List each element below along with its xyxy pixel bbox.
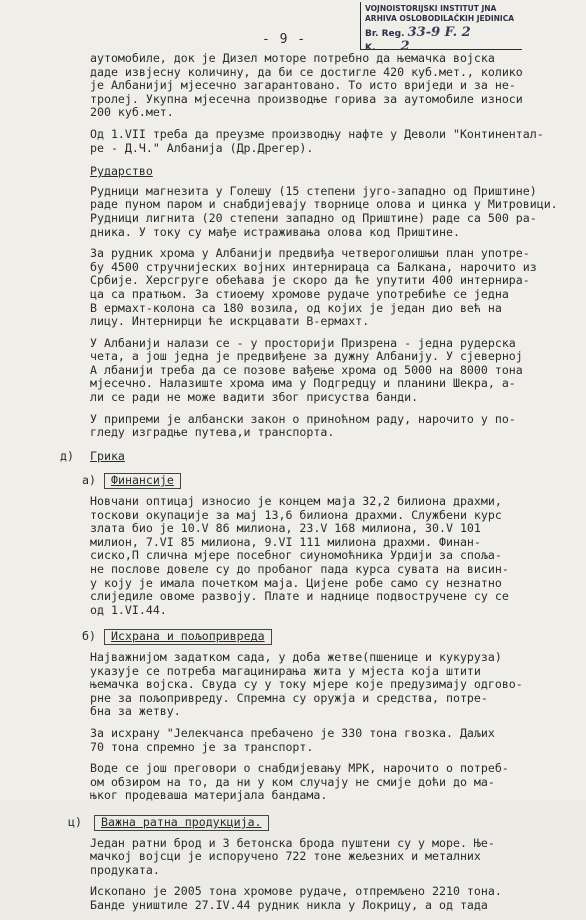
paragraph-albania	[90, 337, 554, 405]
stamp-line-1: VOJNOISTORIJSKI INSTITUT JNA	[365, 4, 497, 13]
text-line: Новчани оптицај износио је концем маја 32,2 билиона драхми,	[90, 494, 502, 509]
page-number: - 9 -	[262, 32, 307, 47]
paragraph-oil	[90, 128, 554, 155]
text-line: злата био је 10.V 86 милиона, 23.V 168 милиона, 30.V 101	[90, 521, 481, 536]
stamp-reg	[365, 25, 518, 40]
paragraph-harvest	[90, 651, 554, 719]
subsection-finance	[82, 469, 554, 495]
text-line: лицу. Интернирци ће искрцавати В-ермахт.	[90, 314, 370, 329]
subsection-marker-a: а)	[82, 473, 96, 488]
text-line: мачкој војсци је испоручено 722 тоне жељезних и металних	[90, 849, 481, 864]
paragraph-negotiations	[90, 762, 554, 803]
text-line: чета, а још једна је предвиђене за дужну Албанију. У сјеверној	[90, 349, 523, 364]
text-line: је Албанијиј мјесечно загарантовано. То исто вриједи и за не-	[90, 78, 516, 93]
subsection-marker-b: б)	[82, 629, 96, 644]
text-line: 70 тона спремно је за транспорт.	[90, 739, 314, 754]
paragraph-law	[90, 413, 554, 440]
subsection-heading-finance: Финансије	[104, 473, 181, 489]
text-line: гледу изградње путева,и транспорта.	[90, 425, 335, 440]
document-body	[60, 51, 558, 920]
text-line: Од 1.VII треба да преузме производњу нафте у Деволи "Континентал-	[90, 126, 544, 141]
paragraph-chrome-output	[90, 885, 554, 912]
text-line: продуката.	[90, 862, 160, 877]
paragraph-chrome	[90, 247, 554, 329]
text-line: бна за жетву.	[90, 704, 181, 719]
paragraph-finance	[90, 495, 554, 617]
section-heading-privreda: Грика	[90, 448, 125, 463]
text-line: За исхрану "Јелекчанса пребачено је 330 тона гвозка. Даљих	[90, 725, 495, 740]
stamp-k-label: K.	[365, 43, 376, 53]
text-line: 200 куб.мет.	[90, 105, 174, 120]
paragraph-transport	[90, 727, 554, 754]
text-line: раде пуном паром и снабдијевају творнице олова и цинка у Митровици.	[90, 197, 558, 212]
paragraph-fuel	[90, 52, 554, 120]
section-marker-d: д)	[60, 448, 74, 463]
section-privreda	[60, 448, 554, 470]
paragraph-mines	[90, 183, 558, 239]
text-line: Банде уништиле 27.IV.44 рудник никла у Локрицу, а од тада	[90, 897, 488, 912]
text-line: бу 4500 стручнијеских војних интернираца са Балкана, нарочито из	[90, 259, 537, 274]
stamp-reg-value: 33-9 F. 2	[407, 25, 471, 40]
text-line: слиједиле овоме развоју. Плате и наднице подвостручене су се	[90, 589, 509, 604]
text-line: не послове довеле су до пробаног пада курса сувата на висин-	[90, 562, 509, 576]
text-line: рне за пољопривреду. Спремна су оружја и средства, потре-	[90, 690, 488, 705]
subsection-heading-ishrana: Исхрана и пољопривреда	[104, 629, 272, 645]
subsection-ishrana	[82, 625, 554, 651]
text-line: А лбанији треба да се позове вађење хрома од 5000 на 8000 тона	[90, 362, 523, 377]
section-heading-rudarstvo: Рударство	[90, 164, 153, 179]
text-line: у коју је имала почетком маја. Цијене робе само су незнатно	[90, 575, 502, 590]
text-line: од 1.VI.44.	[90, 602, 167, 617]
text-line: У припреми је албански закон о приноћном раду, нарочито у по-	[90, 411, 516, 426]
stamp-line-2: ARHIVA OSLOBODILAČKIH JEDINICA	[365, 14, 515, 23]
text-line: В ермахт-колона са 180 возила, од којих је један дио већ на	[90, 300, 502, 315]
text-line: даде извјесну количину, да би се достигле 420 куб.мет., колико	[90, 64, 523, 79]
text-line: Ископано је 2005 тона хромове рудаче, отпремљено 2210 тона.	[90, 884, 502, 899]
text-line: Србије. Херсгруге обећава је скоро да ће упутити 400 интернира-	[90, 273, 530, 288]
text-line: Рудници магнезита у Голешу (15 степени југо-западно од Приштине)	[90, 183, 537, 198]
text-line: њког продеваша материјала бандама.	[90, 788, 328, 803]
paragraph-ships	[90, 837, 554, 878]
text-line: ли се ради не може вадити због присуства банди.	[90, 390, 419, 405]
text-line: Најважнијом задатком сада, у доба жетве(пшенице и кукуруза)	[90, 649, 502, 664]
text-line: указује се потреба магацинирања жита у мјеста која штити	[90, 663, 481, 678]
text-line: сиско,П слична мјере посебног сиуномоћника Урдији за споља-	[90, 548, 502, 563]
text-line: ца са пратњом. За стиоему хромове рудаче употребиће се једна	[90, 286, 509, 301]
subsection-heading-ratna: Важна ратна продукција.	[94, 815, 269, 831]
text-line: мјесечно. Налазиште хрома има у Подгредцу и планини Шекра, а-	[90, 376, 516, 391]
text-line: тоскови окупације за мај 13,6 билиона драхми. Службени курс	[90, 507, 502, 522]
text-line: ом обзиром на то, да ни у ком случају не смије доћи до ма-	[90, 774, 495, 789]
stamp-k-value: 2	[400, 39, 410, 54]
text-line: ре - Д.Ч." Албанија (Др.Дрегер).	[90, 140, 314, 155]
stamp-reg-label: Br. Reg.	[365, 29, 405, 39]
text-line: милион, 7.VI 85 милиона, 9.VI 111 милиона драхми. Финан-	[90, 534, 481, 549]
text-line: дника. У току су мађе истраживања олова код Приштине.	[90, 224, 460, 239]
text-line: њемачка војска. Свуда су у току мјере које предузимају одгово-	[90, 677, 523, 692]
text-line: аутомобиле, док је Дизел моторе потребно да њемачка војска	[90, 51, 495, 65]
subsection-ratna	[68, 811, 554, 837]
archive-stamp	[360, 2, 522, 54]
text-line: За рудник хрома у Албанији предвиђа четвероголишњи план употре-	[90, 246, 530, 261]
text-line: Воде се још преговори о снабдијевању МРК, нарочито о потреб-	[90, 761, 509, 776]
text-line: тролеј. Укупна мјесечна производње горива за аутомобиле износи	[90, 91, 523, 106]
subsection-marker-c: ц)	[68, 814, 82, 829]
text-line: Један ратни брод и 3 бетонска брода пуштени су у море. Ње-	[90, 835, 495, 850]
text-line: У Албанији налази се - у просторији Призрена - једна рудерска	[90, 335, 516, 350]
text-line: Рудници лигнита (20 степени западно од Приштине) раде са 500 ра-	[90, 210, 537, 225]
